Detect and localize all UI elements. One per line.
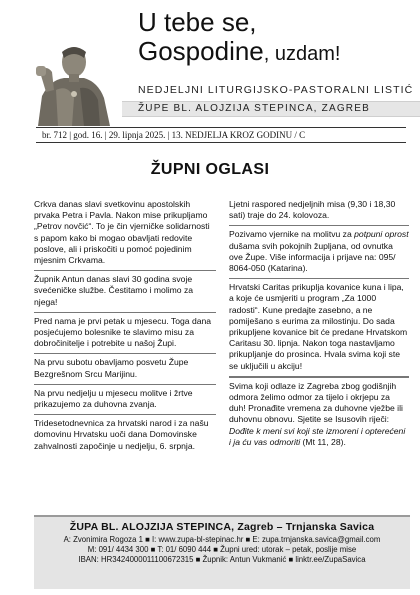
notice-item (34, 354, 216, 384)
masthead-title-line2a: Gospodine (138, 36, 264, 66)
masthead-title-line2 (138, 37, 414, 69)
notice-item (34, 271, 216, 313)
notice-item (34, 415, 216, 456)
notice-text: Crkva danas slavi svetkovinu apostolskih prvaka Petra i Pavla. Nakon mise prikupljamo „Petrov novčić“. To je čin vjerničke solidarnosti s papom kako bi mogao obavljati redovite poslove, ali i priskočiti u pomoć pojedinim mjesnim Crkvama. (34, 199, 210, 266)
footer-phone-line: M: 091/ 4434 300 ■ T: 01/ 6090 444 ■ Župni ured: utorak – petak, poslije mise (87, 545, 357, 554)
notice-text: Hrvatski Caritas prikuplja kovanice kuna i lipa, a koje će usmjeriti u program „Za 1000 radosti“. Kune predajte zasebno, a ne pomiješano s eurima za milostinju. Do sada prikupljene kovanice bit će predane Hrvatskom Caritasu 30. lipnja. Nakon toga nastavljamo prikupljanje do prosinca. Hvala svima koji ste se uključili u akciju! (229, 282, 408, 371)
masthead-subtitle: NEDJELJNI LITURGIJSKO-PASTORALNI LISTIĆ (138, 84, 414, 96)
notice-indulgence (229, 226, 409, 279)
notice-item (34, 313, 216, 355)
farewell-italic: Dođite k meni svi koji ste izmoreni i opterećeni i ja ću vas odmoriti (229, 425, 406, 447)
notice-text: Na prvu subotu obavljamo posvetu Župe Bezgrešnom Srcu Marijinu. (34, 357, 189, 379)
notice-text: Na prvu nedjelju u mjesecu molitve i žrtve prikazujemo za duhovna zvanja. (34, 387, 193, 410)
notice-item (34, 385, 216, 415)
notice-text: Ljetni raspored nedjeljnih misa (9,30 i 18,30 sati) traje do 24. kolovoza. (229, 199, 396, 221)
indulgence-italic: potpuni oprost (354, 229, 409, 240)
notice-text: Župnik Antun danas slavi 30 godina svoje svećeničke službe. Čestitamo i molimo za njega! (34, 274, 194, 307)
footer-iban-line: IBAN: HR3424000011100672315 ■ Župnik: Antun Vukmanić ■ linktr.ee/ZupaSavica (78, 555, 366, 564)
notice-text: Tridesetodnevnica za hrvatski narod i za našu domovinu Hrvatsku uoči dana Domovinske zahvalnosti započinje u nedjelju, 6. srpnja. (34, 418, 209, 451)
farewell-text-b: (Mt 11, 28). (300, 436, 346, 447)
notice-item (34, 196, 216, 271)
notice-farewell (229, 377, 409, 452)
notice-summer-mass (229, 196, 409, 226)
issue-info-line: br. 712 | god. 16. | 29. lipnja 2025. | 13. NEDJELJA KROZ GODINU / C (36, 127, 406, 143)
notice-caritas (229, 279, 409, 377)
farewell-text-a: Svima koji odlaze iz Zagreba zbog godišnjih odmora želimo odmor za tijelo i okrjepu za duh! Pronađite vremena za duhovne vježbe ili duhovnu obnovu. Sjetite se Isusovih riječi: (229, 380, 403, 425)
stepinac-statue-image (28, 38, 120, 126)
masthead-title-line1: U tebe se, (138, 7, 257, 37)
indulgence-text-b: dušama svih pokojnih župljana, od ovnutka ove Župe. Više informacija i prijave na: 095/ 8064-050 (Katarina). (229, 240, 396, 274)
masthead-title-line2b: , uzdam! (263, 43, 341, 65)
notice-text (229, 229, 409, 274)
notice-text: Pred nama je prvi petak u mjesecu. Toga dana posjećujemo bolesnike te slavimo misu za dobročinitelje i potrebite u našoj Župi. (34, 315, 212, 349)
footer-parish-name: ŽUPA BL. ALOJZIJA STEPINCA, Zagreb – Trnjanska Savica (69, 521, 375, 533)
right-notices-column (229, 196, 409, 452)
section-heading: ŽUPNI OGLASI (150, 161, 270, 178)
footer-address-line: A: Zvonimira Rogoza 1 ■ I: www.zupa-bl-stepinac.hr ■ E: zupa.trnjanska.savica@gmail.com (63, 535, 381, 544)
contact-footer (34, 515, 410, 589)
notice-text (229, 381, 409, 448)
parish-name-bar: ŽUPE BL. ALOJZIJA STEPINCA, ZAGREB (122, 101, 420, 117)
indulgence-text-a: Pozivamo vjernike na molitvu za (229, 229, 355, 240)
footer-contact-lines (34, 535, 410, 565)
masthead-title (138, 8, 414, 69)
left-notices-column (34, 196, 216, 456)
